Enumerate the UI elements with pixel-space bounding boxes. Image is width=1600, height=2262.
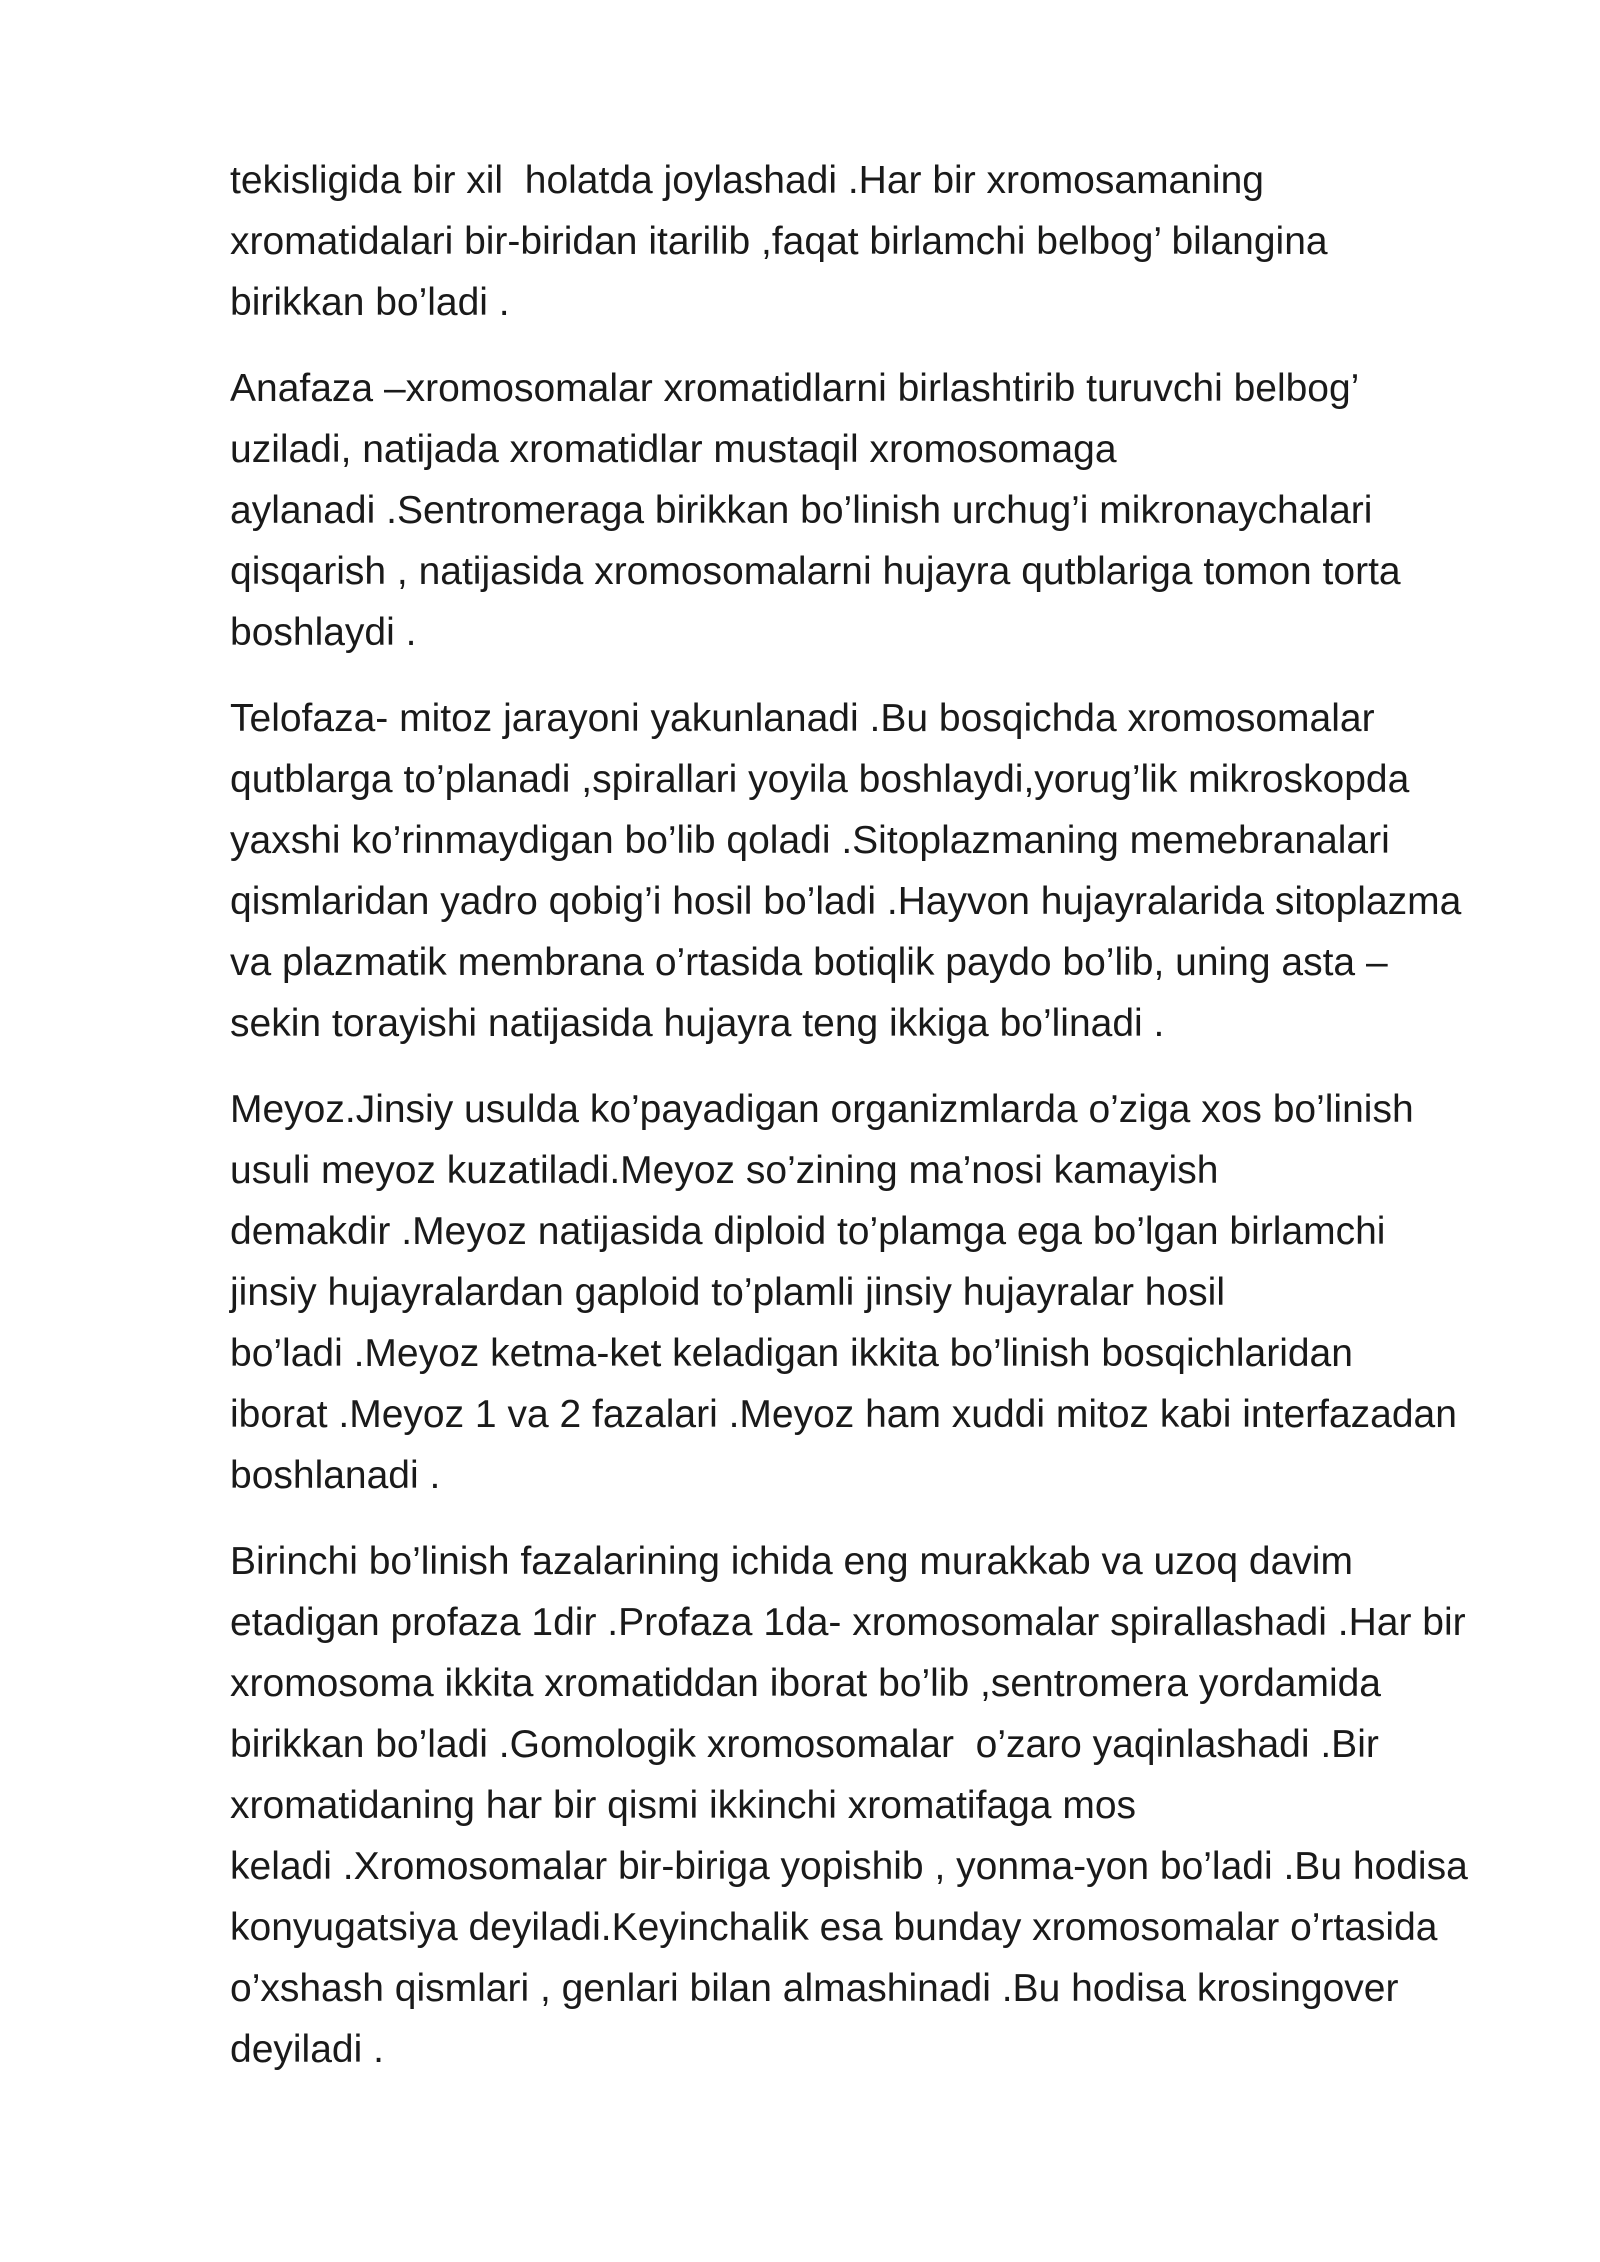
text-line: Birinchi bo’linish fazalarining ichida eng murakkab va uzoq davim	[230, 1540, 1353, 1583]
text-line: va plazmatik membrana o’rtasida botiqlik paydo bo’lib, uning asta –	[230, 941, 1388, 984]
text-line: konyugatsiya deyiladi.Keyinchalik esa bunday xromosomalar o’rtasida	[230, 1906, 1438, 1949]
text-line: yaxshi ko’rinmaydigan bo’lib qoladi .Sitoplazmaning memebranalari	[230, 819, 1390, 862]
text-line: birikkan bo’ladi .	[230, 281, 510, 324]
text-line: qutblarga to’planadi ,spirallari yoyila boshlaydi,yorug’lik mikroskopda	[230, 758, 1410, 801]
text-line: usuli meyoz kuzatiladi.Meyoz so’zining ma’nosi kamayish	[230, 1149, 1219, 1192]
text-line: aylanadi .Sentromeraga birikkan bo’linish urchug’i mikronaychalari	[230, 489, 1373, 532]
text-line: o’xshash qismlari , genlari bilan almashinadi .Bu hodisa krosingover	[230, 1967, 1399, 2010]
text-line: jinsiy hujayralardan gaploid to’plamli jinsiy hujayralar hosil	[230, 1271, 1225, 1314]
paragraph-metafaza-end	[230, 150, 1530, 333]
paragraph-meyoz	[230, 1079, 1530, 1506]
text-line: Telofaza- mitoz jarayoni yakunlanadi .Bu bosqichda xromosomalar	[230, 697, 1375, 740]
text-line: qismlaridan yadro qobig’i hosil bo’ladi .Hayvon hujayralarida sitoplazma	[230, 880, 1462, 923]
text-line: deyiladi .	[230, 2028, 384, 2071]
text-line: sekin torayishi natijasida hujayra teng ikkiga bo’linadi .	[230, 1002, 1165, 1045]
text-line: Anafaza –xromosomalar xromatidlarni birlashtirib turuvchi belbog’	[230, 367, 1360, 410]
text-line: Meyoz.Jinsiy usulda ko’payadigan organizmlarda o’ziga xos bo’linish	[230, 1088, 1414, 1131]
text-line: keladi .Xromosomalar bir-biriga yopishib , yonma-yon bo’ladi .Bu hodisa	[230, 1845, 1468, 1888]
text-line: tekisligida bir xil holatda joylashadi .Har bir xromosamaning	[230, 159, 1264, 202]
text-line: boshlaydi .	[230, 611, 417, 654]
text-line: qisqarish , natijasida xromosomalarni hujayra qutblariga tomon torta	[230, 550, 1401, 593]
text-line: xromosoma ikkita xromatiddan iborat bo’lib ,sentromera yordamida	[230, 1662, 1381, 1705]
text-line: bo’ladi .Meyoz ketma-ket keladigan ikkita bo’linish bosqichlaridan	[230, 1332, 1353, 1375]
text-line: iborat .Meyoz 1 va 2 fazalari .Meyoz ham xuddi mitoz kabi interfazadan	[230, 1393, 1457, 1436]
text-line: etadigan profaza 1dir .Profaza 1da- xromosomalar spirallashadi .Har bir	[230, 1601, 1466, 1644]
paragraph-anafaza	[230, 358, 1530, 663]
paragraph-telofaza	[230, 688, 1530, 1054]
paragraph-profaza-1	[230, 1531, 1530, 2080]
text-line: birikkan bo’ladi .Gomologik xromosomalar o’zaro yaqinlashadi .Bir	[230, 1723, 1379, 1766]
text-line: xromatidaning har bir qismi ikkinchi xromatifaga mos	[230, 1784, 1137, 1827]
text-line: boshlanadi .	[230, 1454, 441, 1497]
text-line: uziladi, natijada xromatidlar mustaqil xromosomaga	[230, 428, 1117, 471]
text-line: demakdir .Meyoz natijasida diploid to’plamga ega bo’lgan birlamchi	[230, 1210, 1386, 1253]
text-line: xromatidalari bir-biridan itarilib ,faqat birlamchi belbog’ bilangina	[230, 220, 1328, 263]
document-body	[230, 150, 1530, 2105]
